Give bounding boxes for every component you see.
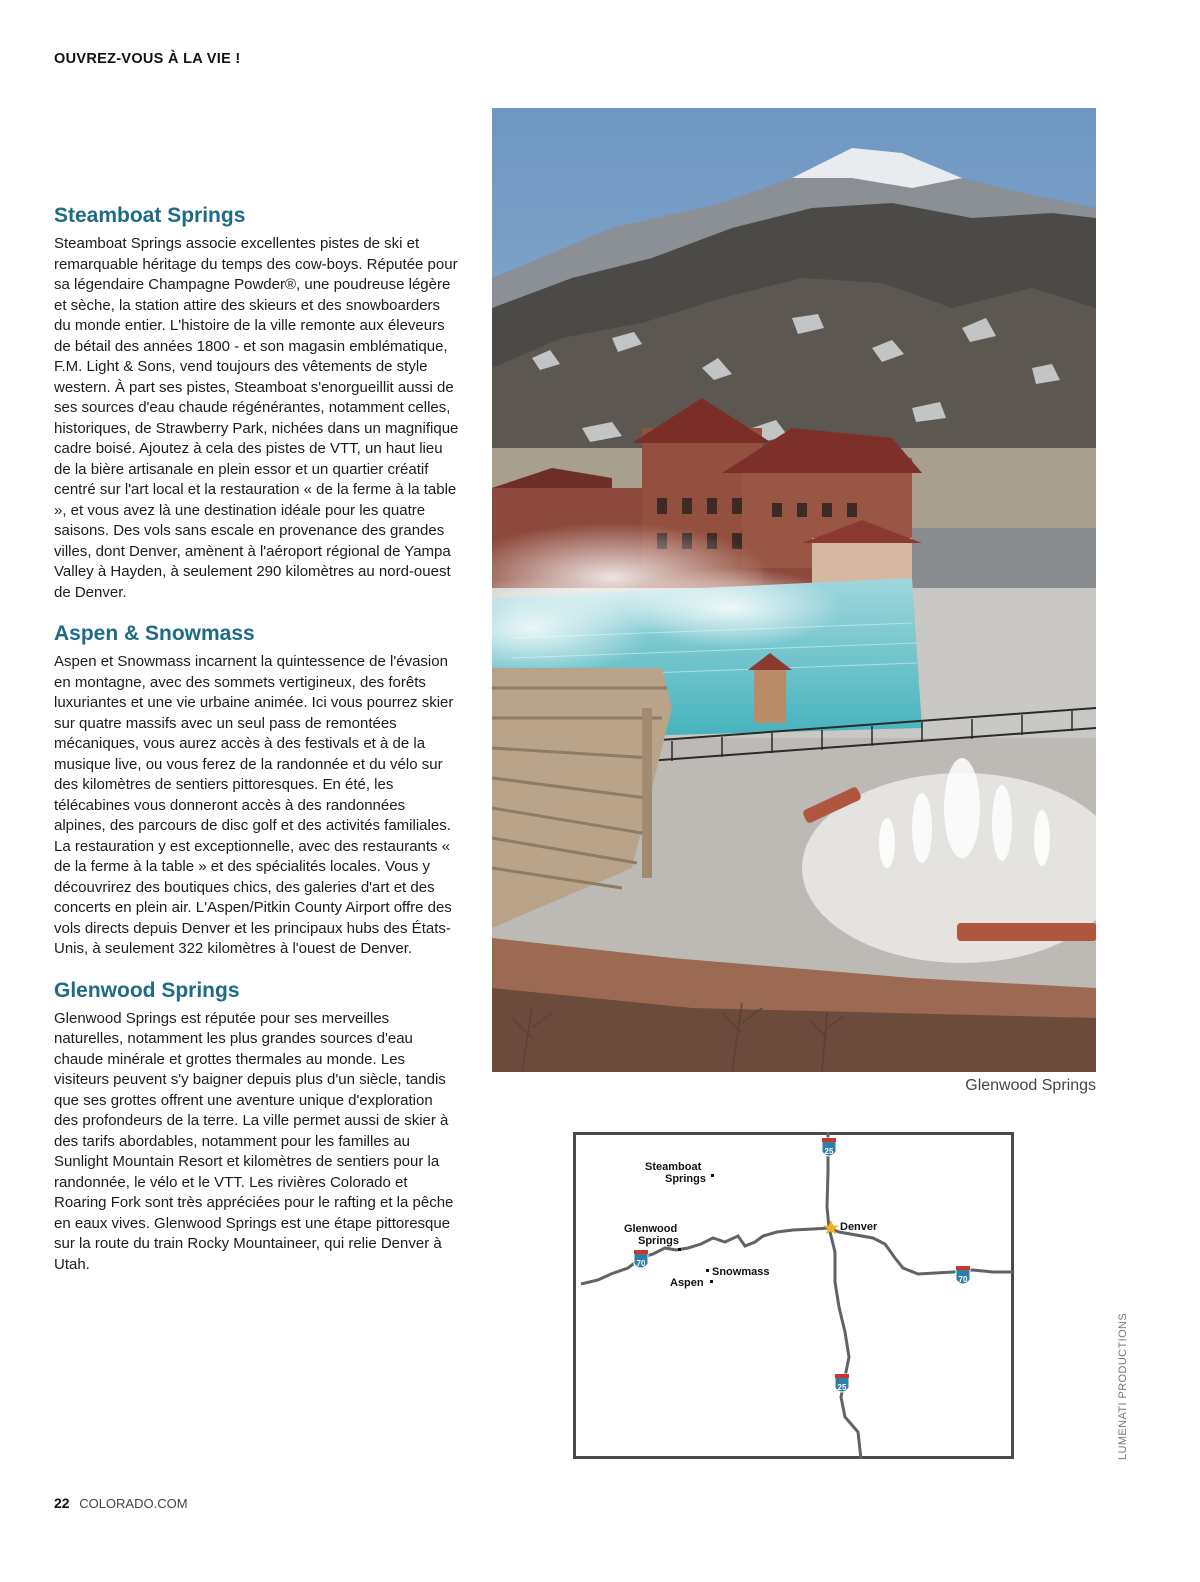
map-label-steamboat-2: Springs [665,1173,706,1185]
shield-number: 25 [837,1383,847,1392]
page-number: 22 [54,1495,70,1511]
section-body: Aspen et Snowmass incarnent la quintessence de l'évasion en montagne, avec des sommets vertigineux, des forêts luxuriantes et une vie urbaine animée. Ici vous pourrez skier sur quatre massifs avec un seul pass de remontées mécaniques, vous aurez accès à des festivals et à de la musique live, ou vous ferez de la randonnée et du vélo sur des kilomètres de sentiers pittoresques. En été, les télécabines vous donneront accès à des randonnées alpines, des parcours de disc golf et des activités familiales. La restauration y est exceptionnelle, avec des restaurants « de la ferme à la table » et des spécialités locales. Vous y découvrirez des boutiques chics, des galeries d'art et des concerts en plein air. L'Aspen/Pitkin County Airport offre des vols directs depuis Denver et les principaux hubs des États-Unis, à seulement 322 kilomètres à l'ouest de Denver. [54,653,454,957]
map-label-glenwood-2: Springs [638,1235,679,1247]
section-body: Glenwood Springs est réputée pour ses merveilles naturelles, notamment les plus grandes sources d'eau chaude minérale et grottes thermales au monde. Les visiteurs peuvent s'y baigner depuis plus d'un siècle, tandis que ses grottes offrent une aventure unique d'exploration des profondeurs de la terre. La ville permet aussi de skier à des tarifs abordables, notamment pour les familles au Sunlight Mountain Resort et kilomètres de sentiers pour la randonnée, le vélo et le VTT. Les rivières Colorado et Roaring Fork sont très appréciées pour le rafting et la pêche en eaux vives. Glenwood Springs est une étape pittoresque sur la route du train Rocky Mountaineer, qui relie Denver à Utah. [54,1009,454,1273]
shield-number: 70 [958,1275,968,1284]
glenwood-springs-photo [492,108,1096,1072]
section-title: Aspen & Snowmass [54,622,255,645]
map-label-aspen: Aspen [670,1277,704,1289]
i25-south-shield [835,1374,849,1392]
photo-caption: Glenwood Springs [965,1077,1096,1094]
map-label-snowmass: Snowmass [712,1266,770,1278]
state-border [575,1134,1013,1458]
i70-east-shield [956,1266,970,1284]
section-glenwood [54,978,459,1276]
snowmass-marker [706,1269,709,1272]
section-body: Steamboat Springs associe excellentes pistes de ski et remarquable héritage du temps des cow-boys. Réputée pour sa légendaire Champagne Powder®, une poudreuse légère et sèche, la station attire des skieurs et des snowboarders du monde entier. L'histoire de la ville remonte aux éleveurs de bétail des années 1800 - et son magasin emblématique, F.M. Light & Sons, vend toujours des vêtements de style western. À part ses pistes, Steamboat s'enorgueillit aussi de ses sources d'eau chaude régénérantes, notamment celles, historiques, de Strawberry Park, nichées dans un magnifique cadre boisé. Ajoutez à cela des pistes de VTT, un haut lieu de la bière artisanale en plein essor et un quartier créatif centré sur l'art local et la restauration « de la ferme à la table », et vous avez là une destination idéale pour les quatre saisons. Des vols sans escale en provenance des grandes villes, dont Denver, amènent à l'aéroport régional de Yampa Valley à Hayden, à seulement 290 kilomètres au nord-ouest de Denver. [54,235,459,601]
map-label-steamboat: Steamboat [645,1161,702,1173]
aspen-marker [710,1280,713,1283]
site-url: COLORADO.COM [79,1496,188,1511]
steamboat-marker [711,1174,714,1177]
i70-west-shield [634,1250,648,1268]
page-footer [54,1495,188,1511]
shield-number: 25 [824,1147,834,1156]
section-title: Glenwood Springs [54,978,240,1002]
article-column [54,203,459,1293]
map-svg [573,1132,1014,1459]
i25-north-shield [822,1138,836,1156]
glenwood-marker [678,1248,681,1251]
page-header: OUVREZ-VOUS À LA VIE ! [54,51,241,67]
map-label-glenwood: Glenwood [624,1223,678,1235]
colorado-map [573,1132,1014,1459]
section-title: Steamboat Springs [54,204,246,227]
map-label-denver: Denver [840,1221,878,1233]
shield-number: 70 [636,1259,646,1268]
photo-illustration [492,108,1096,1072]
section-aspen [54,621,459,960]
photo-credit: LUMENATI PRODUCTIONS [1117,1312,1129,1460]
section-steamboat [54,203,459,603]
